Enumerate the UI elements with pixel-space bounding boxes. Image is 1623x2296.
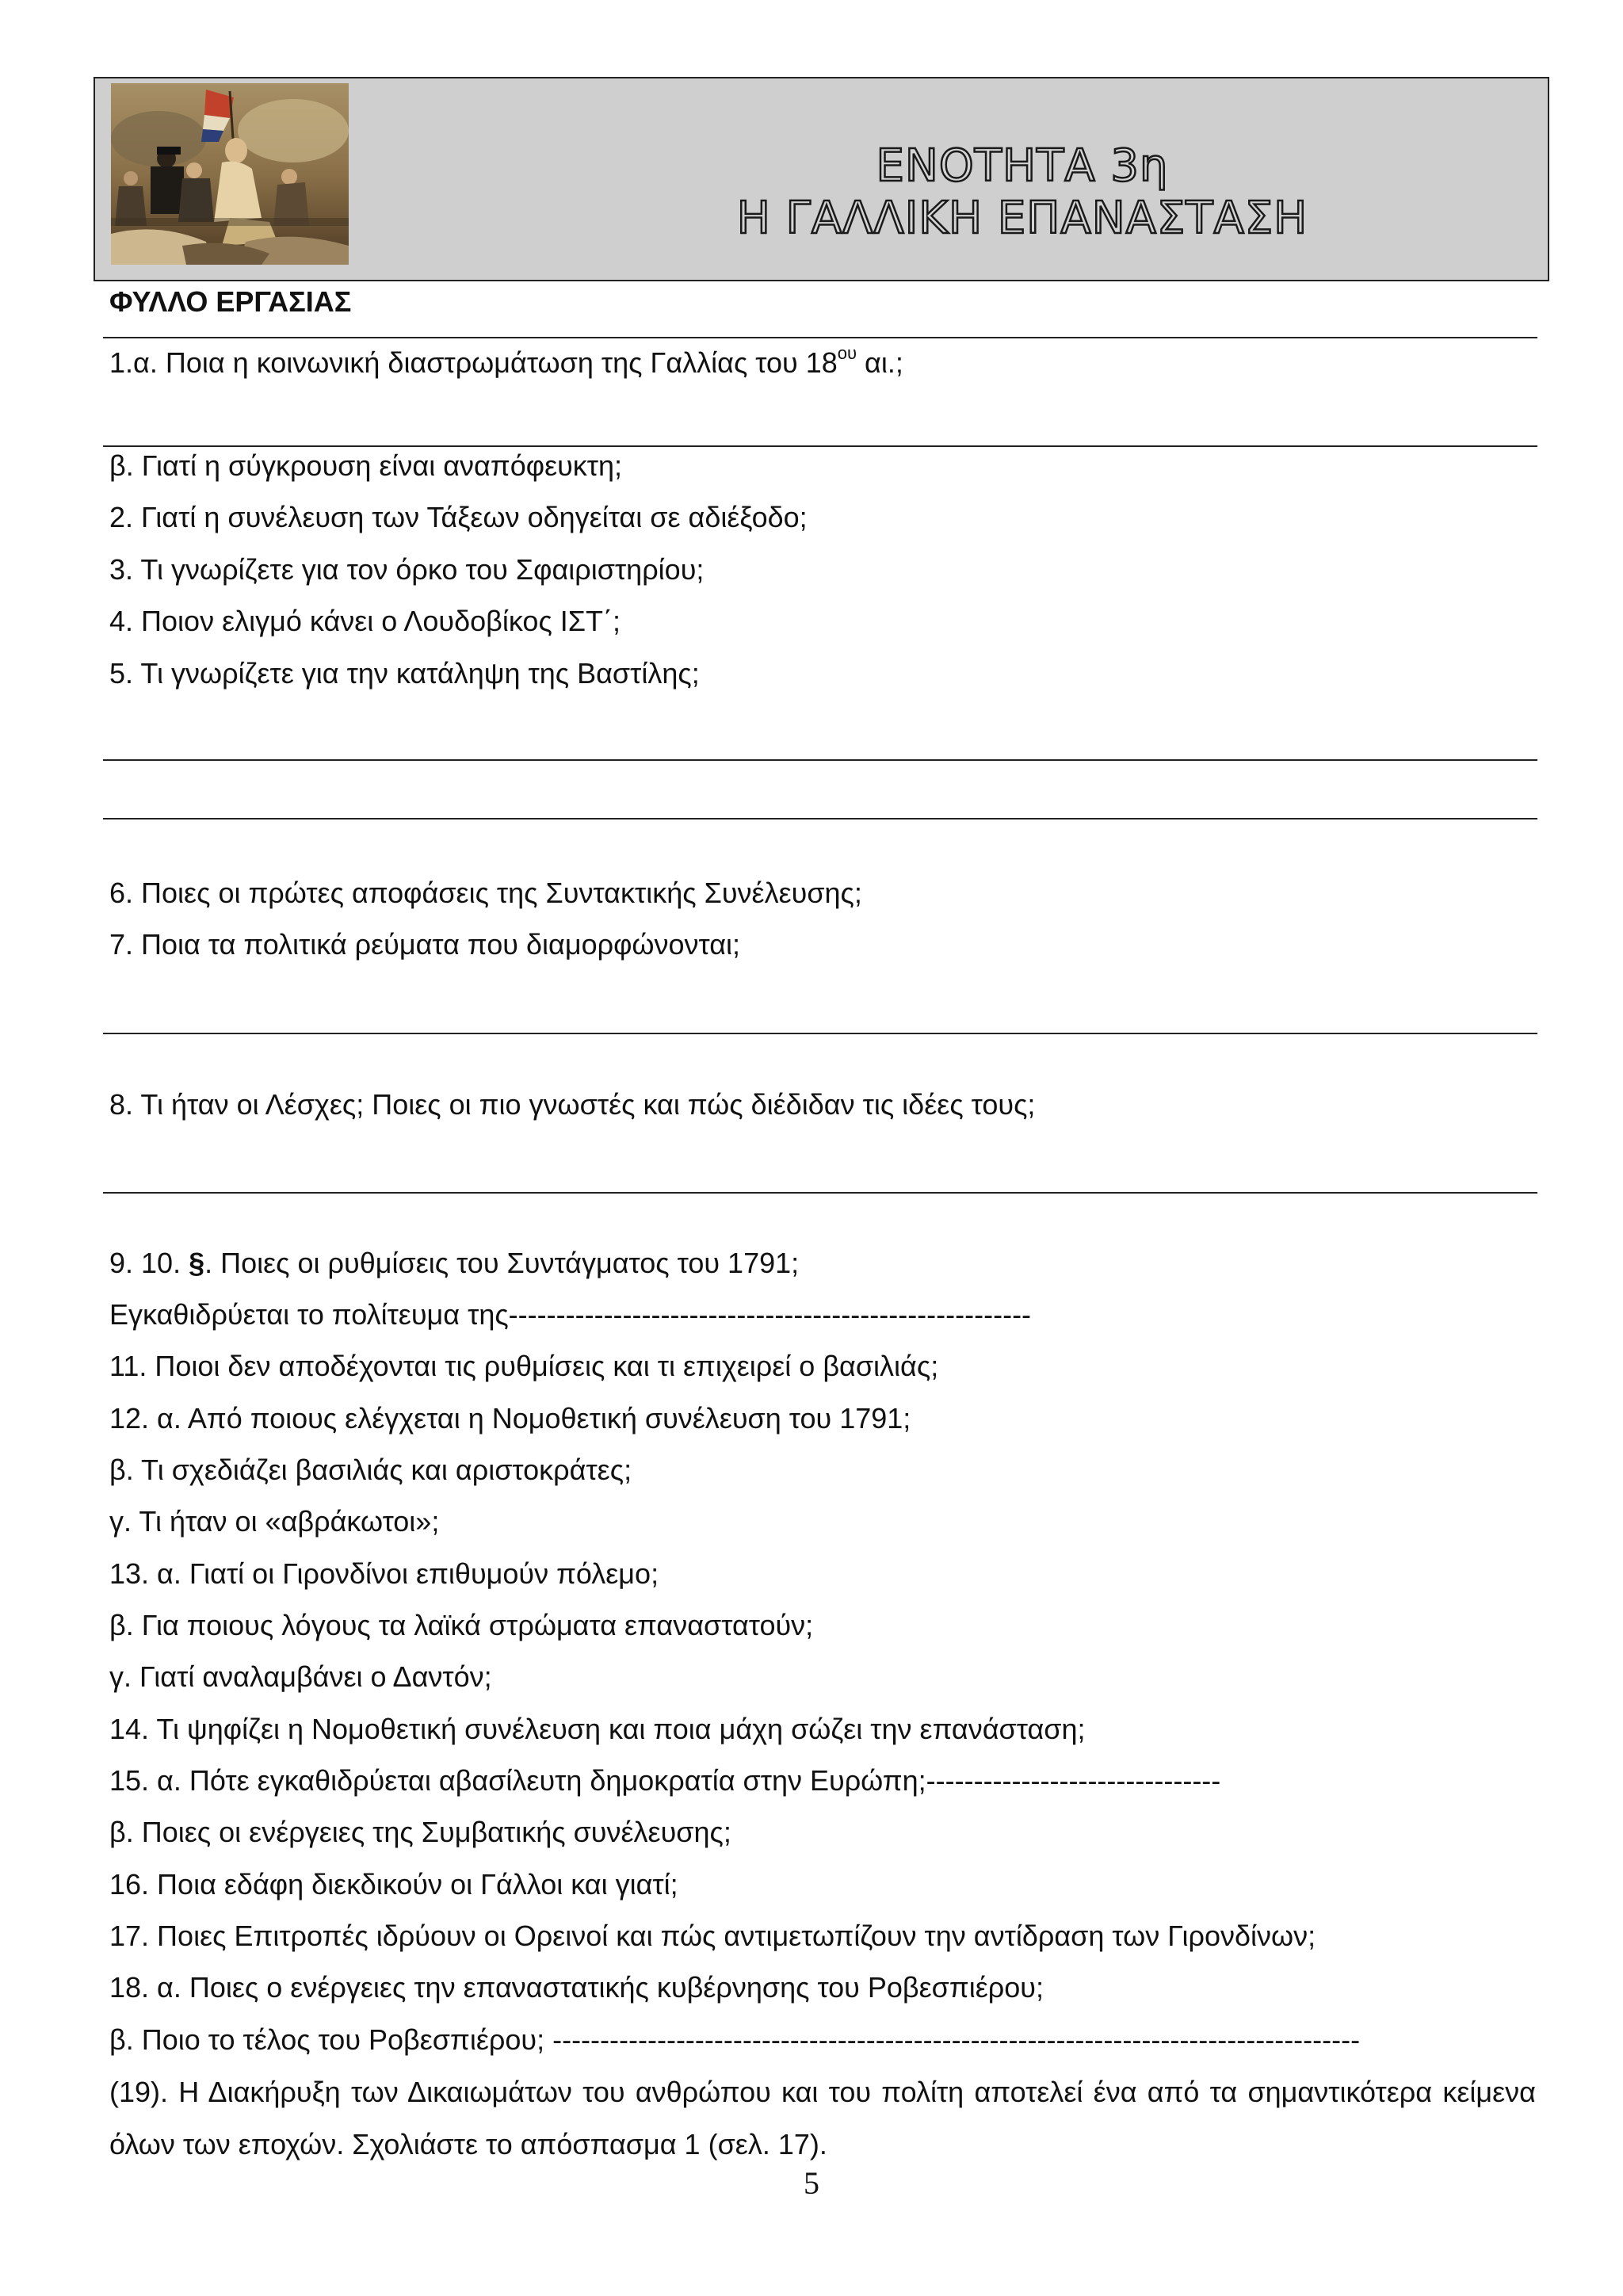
question-1a-suffix: αι.; [857, 346, 903, 379]
header-box [94, 77, 1549, 281]
question-3: 3. Τι γνωρίζετε για τον όρκο του Σφαιριστηρίου; [109, 553, 705, 586]
question-11: 11. Ποιοι δεν αποδέχονται τις ρυθμίσεις και τι επιχειρεί ο βασιλιάς; [109, 1350, 939, 1382]
question-8: 8. Τι ήταν οι Λέσχες; Ποιες οι πιο γνωστές και πώς διέδιδαν τις ιδέες τους; [109, 1088, 1036, 1121]
question-15b: β. Ποιες οι ενέργειες της Συμβατικής συνέλευσης; [109, 1816, 731, 1848]
question-15a: 15. α. Πότε εγκαθιδρύεται αβασίλευτη δημοκρατία στην Ευρώπη;------------------------------- [109, 1764, 1221, 1797]
question-9-10-text: . Ποιες οι ρυθμίσεις του Συντάγματος του 1791; [204, 1247, 800, 1279]
question-13a: 13. α. Γιατί οι Γιρονδίνοι επιθυμούν πόλεμο; [109, 1557, 659, 1590]
question-1a [109, 339, 903, 380]
question-1b: β. Γιατί η σύγκρουση είναι αναπόφευκτη; [109, 449, 623, 482]
unit-title-line2: Η ΓΑΛΛΙΚΗ ΕΠΑΝΑΣΤΑΣΗ [736, 193, 1308, 244]
question-6: 6. Ποιες οι πρώτες αποφάσεις της Συντακτικής Συνέλευσης; [109, 877, 862, 909]
answer-line [103, 1192, 1537, 1194]
divider [103, 337, 1537, 338]
question-18b: β. Ποιο το τέλος του Ροβεσπιέρου; ------------------------------------------------------------------------------------- [109, 2023, 1361, 2056]
question-1a-superscript: ου [837, 343, 857, 363]
question-4: 4. Ποιον ελιγμό κάνει ο Λουδοβίκος ΙΣΤ΄; [109, 605, 621, 637]
unit-title [507, 140, 1537, 245]
question-7: 7. Ποια τα πολιτικά ρεύματα που διαμορφώνονται; [109, 928, 741, 961]
question-14: 14. Τι ψηφίζει η Νομοθετική συνέλευση και ποια μάχη σώζει την επανάσταση; [109, 1713, 1086, 1745]
question-5: 5. Τι γνωρίζετε για την κατάληψη της Βαστίλης; [109, 657, 700, 690]
question-17: 17. Ποιες Επιτροπές ιδρύουν οι Ορεινοί και πώς αντιμετωπίζουν την αντίδραση των Γιρονδίνων; [109, 1920, 1316, 1952]
question-19: (19). Η Διακήρυξη των Δικαιωμάτων του ανθρώπου και του πολίτη αποτελεί ένα από τα σημαντικότερα κείμενα όλων των εποχών. Σχολιάστε το απόσπασμα 1 (σελ. 17). [109, 2076, 1536, 2160]
question-9-10-prefix: 9. 10. [109, 1247, 189, 1279]
answer-line [103, 1033, 1537, 1034]
unit-title-line1: ΕΝΟΤΗΤΑ 3η [876, 140, 1169, 192]
question-16: 16. Ποια εδάφη διεκδικούν οι Γάλλοι και γιατί; [109, 1868, 678, 1901]
question-12a: 12. α. Από ποιους ελέγχεται η Νομοθετική συνέλευση του 1791; [109, 1402, 911, 1435]
answer-line [103, 759, 1537, 761]
answer-line [103, 445, 1537, 447]
question-9-10-fill: Εγκαθιδρύεται το πολίτευμα της------------------------------------------------------- [109, 1298, 1032, 1331]
liberty-leading-the-people-painting [111, 83, 349, 265]
question-2: 2. Γιατί η συνέλευση των Τάξεων οδηγείται σε αδιέξοδο; [109, 501, 808, 533]
question-18a: 18. α. Ποιες ο ενέργειες την επαναστατικής κυβέρνησης του Ροβεσπιέρου; [109, 1971, 1044, 2004]
question-13b: β. Για ποιους λόγους τα λαϊκά στρώματα επαναστατούν; [109, 1609, 814, 1641]
answer-line [103, 818, 1537, 819]
question-13c: γ. Γιατί αναλαμβάνει ο Δαντόν; [109, 1660, 492, 1693]
question-1a-text: 1.α. Ποια η κοινωνική διαστρωμάτωση της Γαλλίας του 18 [109, 346, 838, 379]
question-9-10 [109, 1246, 799, 1281]
question-12c: γ. Τι ήταν οι «αβράκωτοι»; [109, 1505, 440, 1538]
section-sign: § [189, 1247, 205, 1279]
page-number: 5 [804, 2165, 819, 2201]
question-12b: β. Τι σχεδιάζει βασιλιάς και αριστοκράτες; [109, 1454, 632, 1486]
worksheet-label: ΦΥΛΛΟ ΕΡΓΑΣΙΑΣ [109, 285, 352, 318]
